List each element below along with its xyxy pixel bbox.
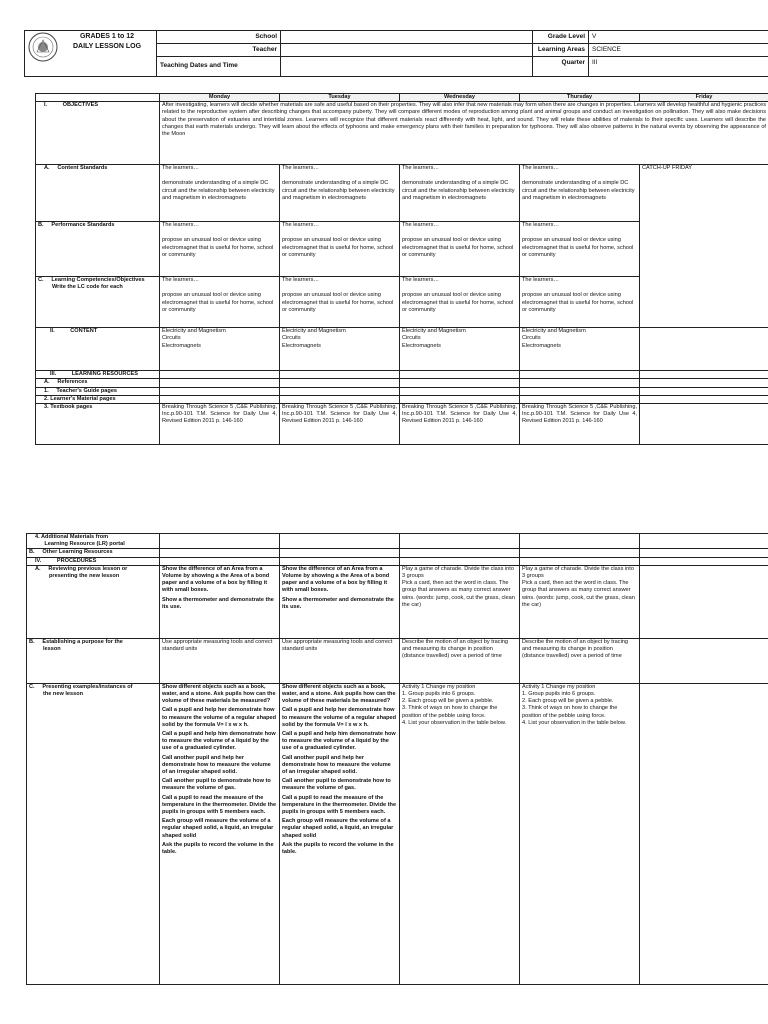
references-row bbox=[36, 379, 768, 387]
objectives-row bbox=[36, 102, 768, 165]
examples-row bbox=[27, 683, 768, 984]
content-standards-thursday bbox=[520, 165, 640, 222]
content-wednesday: Electricity and Magnetism Circuits Electromagnets bbox=[400, 328, 520, 371]
examples-tuesday bbox=[280, 683, 400, 984]
example-step: Call another pupil and help her demonstrate how to measure the volume of an irregular shaped solid. bbox=[282, 754, 391, 776]
cell-intro: The learners… bbox=[282, 277, 319, 284]
content-row bbox=[36, 328, 768, 371]
other-resources-row bbox=[27, 549, 768, 557]
cell-text: demonstrate understanding of a simple DC circuit and the relationship between electricity and magnetism in electromagnets bbox=[282, 180, 395, 201]
review-text-1: Play a game of charade. Divide the class into 3 groups bbox=[522, 565, 634, 580]
cell-text: propose an unusual tool or device using electromagnet that is useful for home, school or community bbox=[162, 292, 274, 313]
learning-areas-label: Learning Areas bbox=[533, 44, 589, 57]
day-friday: Friday bbox=[640, 94, 768, 102]
cell-text: demonstrate understanding of a simple DC circuit and the relationship between electricity and magnetism in electromagnets bbox=[162, 180, 275, 201]
example-step: Call a pupil and help her demonstrate how to measure the volume of a regular shaped solid by the formula V= l x w x h. bbox=[282, 707, 397, 728]
cell-intro: The learners… bbox=[402, 277, 439, 284]
cell-intro: The learners… bbox=[162, 165, 199, 172]
content-monday: Electricity and Magnetism Circuits Electromagnets bbox=[160, 328, 280, 371]
content-standards-tuesday bbox=[280, 165, 400, 222]
performance-standards-monday bbox=[160, 222, 280, 277]
performance-standards-wednesday bbox=[400, 222, 520, 277]
lesson-table-page2 bbox=[26, 533, 768, 985]
header-table bbox=[24, 30, 768, 77]
review-wednesday bbox=[400, 565, 520, 638]
review-tuesday bbox=[280, 565, 400, 638]
purpose-thursday: Describe the motion of an object by tracing and measuring its change in position (distance travelled) over a period of time bbox=[520, 638, 640, 683]
review-text-1: Show the difference of an Area from a Volume by showing a the Area of a bond paper and a volume of a box by filling it with small boxes. bbox=[162, 565, 270, 594]
teacher-label: Teacher bbox=[157, 44, 281, 57]
examples-monday bbox=[160, 683, 280, 984]
example-step: Each group will measure the volume of a regular shaped solid, a liquid, an irregular shaped solid bbox=[162, 818, 274, 839]
title-line1: GRADES 1 to 12 bbox=[79, 33, 135, 40]
content-label: II. CONTENT bbox=[36, 328, 160, 371]
cell-text: demonstrate understanding of a simple DC circuit and the relationship between electricity and magnetism in electromagnets bbox=[522, 180, 635, 201]
textbook-wednesday: Breaking Through Science 5 ,C&E Publishing, Inc.p.90-101 T.M. Science for Daily Use 4, Revised Edition 2011 p. 146-160 bbox=[400, 404, 520, 445]
cell-intro: The learners… bbox=[402, 222, 439, 229]
purpose-row bbox=[27, 638, 768, 683]
day-thursday: Thursday bbox=[520, 94, 640, 102]
objectives-text: After investigating, learners will decide whether materials are safe and useful based on their properties. They will also infer that new materials may form when there are changes in properties. Learners will develop healthful and hygienic practices related to the reproductive system after describing changes that accompany puberty. They will compare different modes of reproduction among plant and animal groups and conduct an investigation on pollination. They will also make decisions about the preservation of estuaries and intertidal zones. Learners will recognize that different materials react differently with heat, light, and sound. They will relate these abilities of materials to their specific uses. Learners will describe the changes that earth materials undergo. They will learn about the effects of typhoons and make emergency plans with their families in preparation for typhoons. They will also observe patterns in the natural events by observing the appearance of the Moon bbox=[160, 102, 768, 165]
example-step: Call another pupil to demonstrate how to measure the volume of gas. bbox=[282, 778, 391, 792]
cell-intro: The learners… bbox=[282, 165, 319, 172]
cell-text: propose an unusual tool or device using electromagnet that is useful for home, school or community bbox=[522, 292, 634, 313]
title-cell bbox=[25, 31, 157, 77]
content-thursday: Electricity and Magnetism Circuits Electromagnets bbox=[520, 328, 640, 371]
example-step: Call a pupil to read the measure of the temperature in the thermometer. Divide the pupils in groups with 5 members each. bbox=[162, 794, 277, 816]
procedures-label: IV. PROCEDURES bbox=[27, 557, 160, 565]
review-text-1: Play a game of charade. Divide the class into 3 groups bbox=[402, 565, 514, 580]
example-step: Call another pupil to demonstrate how to measure the volume of gas. bbox=[162, 778, 271, 792]
learners-material-label: 2. Learner's Material pages bbox=[36, 395, 160, 403]
cell-intro: The learners… bbox=[162, 277, 199, 284]
objectives-label: I. OBJECTIVES bbox=[36, 102, 160, 165]
content-standards-label: A. Content Standards bbox=[36, 165, 160, 222]
purpose-wednesday: Describe the motion of an object by tracing and measuring its change in position (distance travelled) over a period of time bbox=[400, 638, 520, 683]
example-step: Call a pupil and help him demonstrate how to measure the volume of a liquid by the use of a graduated cylinder. bbox=[282, 731, 396, 752]
content-friday bbox=[640, 328, 768, 371]
cell-intro: The learners… bbox=[522, 222, 559, 229]
teachers-guide-label: 1. Teacher's Guide pages bbox=[36, 387, 160, 395]
review-text-2: Show a thermometer and demonstrate the its use. bbox=[282, 596, 394, 610]
cell-text: propose an unusual tool or device using electromagnet that is useful for home, school or community bbox=[402, 237, 514, 258]
competencies-wednesday bbox=[400, 277, 520, 328]
review-text-2: Pick a card, then act the word in class. The group that answers as many correct answer wins. (words: jump, cook, cut the grass, clean the car) bbox=[522, 580, 635, 608]
dates-value[interactable] bbox=[281, 57, 533, 77]
performance-standards-label: B. Performance Standards bbox=[36, 222, 160, 277]
competencies-label: C. Learning Competencies/Objectives Write the LC code for each bbox=[36, 277, 160, 328]
competencies-monday bbox=[160, 277, 280, 328]
review-text-2: Pick a card, then act the word in class. The group that answers as many correct answer wins. (words: jump, cook, cut the grass, clean the car) bbox=[402, 580, 515, 608]
textbook-row bbox=[36, 404, 768, 445]
grade-level-label: Grade Level bbox=[533, 31, 589, 44]
cell-intro: The learners… bbox=[162, 222, 199, 229]
cell-intro: The learners… bbox=[522, 165, 559, 172]
additional-materials-row bbox=[27, 534, 768, 549]
example-step: Ask the pupils to record the volume in the table. bbox=[162, 841, 274, 856]
day-tuesday: Tuesday bbox=[280, 94, 400, 102]
cell-text: propose an unusual tool or device using electromagnet that is useful for home, school or community bbox=[162, 237, 274, 258]
other-resources-label: B. Other Learning Resources bbox=[27, 549, 160, 557]
cell-text: propose an unusual tool or device using electromagnet that is useful for home, school or community bbox=[282, 237, 394, 258]
cell-text: propose an unusual tool or device using electromagnet that is useful for home, school or community bbox=[402, 292, 514, 313]
cell-text: propose an unusual tool or device using electromagnet that is useful for home, school or community bbox=[282, 292, 394, 313]
learning-resources-row bbox=[36, 371, 768, 379]
day-wednesday: Wednesday bbox=[400, 94, 520, 102]
example-step: Show different objects such as a book, water, and a stone. Ask pupils how can the volume of these materials be measured? bbox=[162, 683, 276, 705]
learners-material-row bbox=[36, 395, 768, 403]
school-label: School bbox=[157, 31, 281, 44]
example-step: Call a pupil and help her demonstrate how to measure the volume of a regular shaped solid by the formula V= l x w x h. bbox=[162, 707, 277, 728]
performance-standards-thursday bbox=[520, 222, 640, 277]
example-step: Show different objects such as a book, water, and a stone. Ask pupils how can the volume of these materials be measured? bbox=[282, 683, 396, 705]
purpose-tuesday: Use appropriate measuring tools and correct standard units bbox=[280, 638, 400, 683]
day-monday: Monday bbox=[160, 94, 280, 102]
cell-text: propose an unusual tool or device using electromagnet that is useful for home, school or community bbox=[522, 237, 634, 258]
competencies-tuesday bbox=[280, 277, 400, 328]
content-standards-wednesday bbox=[400, 165, 520, 222]
teacher-value[interactable] bbox=[281, 44, 533, 57]
content-standards-row bbox=[36, 165, 768, 222]
references-label: A. References bbox=[36, 379, 160, 387]
review-thursday bbox=[520, 565, 640, 638]
grade-level-value[interactable]: V bbox=[589, 31, 768, 44]
quarter-value[interactable]: III bbox=[589, 57, 768, 77]
textbook-tuesday: Breaking Through Science 5 ,C&E Publishing, Inc.p.90-101 T.M. Science for Daily Use 4, Revised Edition 2011 p. 146-160 bbox=[280, 404, 400, 445]
example-step: Call a pupil and help him demonstrate how to measure the volume of a liquid by the use of a graduated cylinder. bbox=[162, 731, 276, 752]
procedures-row bbox=[27, 557, 768, 565]
textbook-monday: Breaking Through Science 5 ,C&E Publishing, Inc.p.90-101 T.M. Science for Daily Use 4, Revised Edition 2011 p. 146-160 bbox=[160, 404, 280, 445]
learning-resources-label: III. LEARNING RESOURCES bbox=[36, 371, 160, 379]
content-standards-monday bbox=[160, 165, 280, 222]
dates-label: Teaching Dates and Time bbox=[157, 57, 281, 77]
school-value[interactable] bbox=[281, 31, 533, 44]
teachers-guide-row bbox=[36, 387, 768, 395]
purpose-label: B. Establishing a purpose for the lesson bbox=[27, 638, 160, 683]
cell-intro: The learners… bbox=[402, 165, 439, 172]
cell-intro: The learners… bbox=[522, 277, 559, 284]
performance-standards-tuesday bbox=[280, 222, 400, 277]
competencies-thursday bbox=[520, 277, 640, 328]
title-line2: DAILY LESSON LOG bbox=[72, 43, 142, 50]
learning-areas-value[interactable]: SCIENCE bbox=[589, 44, 768, 57]
content-tuesday: Electricity and Magnetism Circuits Electromagnets bbox=[280, 328, 400, 371]
cell-intro: The learners… bbox=[282, 222, 319, 229]
catch-up-friday: CATCH-UP FRIDAY bbox=[640, 165, 768, 328]
example-step: Call another pupil and help her demonstrate how to measure the volume of an irregular shaped solid. bbox=[162, 754, 271, 776]
example-step: Each group will measure the volume of a regular shaped solid, a liquid, an irregular shaped solid bbox=[282, 818, 394, 839]
review-text-1: Show the difference of an Area from a Volume by showing a the Area of a bond paper and a volume of a box by filling it with small boxes. bbox=[282, 565, 390, 594]
example-step: Call a pupil to read the measure of the temperature in the thermometer. Divide the pupils in groups with 5 members each. bbox=[282, 794, 397, 816]
day-header-row bbox=[36, 94, 768, 102]
textbook-thursday: Breaking Through Science 5 ,C&E Publishing, Inc.p.90-101 T.M. Science for Daily Use 4, Revised Edition 2011 p. 146-160 bbox=[520, 404, 640, 445]
textbook-label: 3. Textbook pages bbox=[36, 404, 160, 445]
review-text-2: Show a thermometer and demonstrate the its use. bbox=[162, 596, 274, 610]
review-label: A. Reviewing previous lesson or presenting the new lesson bbox=[27, 565, 160, 638]
cell-text: demonstrate understanding of a simple DC circuit and the relationship between electricity and magnetism in electromagnets bbox=[402, 180, 515, 201]
lesson-table-page1 bbox=[35, 93, 768, 445]
additional-materials-label: 4. Additional Materials from Learning Resource (LR) portal bbox=[27, 534, 160, 549]
example-step: Ask the pupils to record the volume in the table. bbox=[282, 841, 394, 856]
quarter-label: Quarter bbox=[533, 57, 589, 77]
examples-label: C. Presenting examples/instances of the new lesson bbox=[27, 683, 160, 984]
purpose-monday: Use appropriate measuring tools and correct standard units bbox=[160, 638, 280, 683]
review-row bbox=[27, 565, 768, 638]
examples-wednesday: Activity 1 Change my position 1. Group pupils into 6 groups. 2. Each group will be given a pebble. 3. Think of ways on how to change the position of the pebble using force. 4. List your observation in the table below. bbox=[400, 683, 520, 984]
review-monday bbox=[160, 565, 280, 638]
examples-thursday: Activity 1 Change my position 1. Group pupils into 6 groups. 2. Each group will be given a pebble. 3. Think of ways on how to change the position of the pebble using force. 4. List your observation in the table below. bbox=[520, 683, 640, 984]
